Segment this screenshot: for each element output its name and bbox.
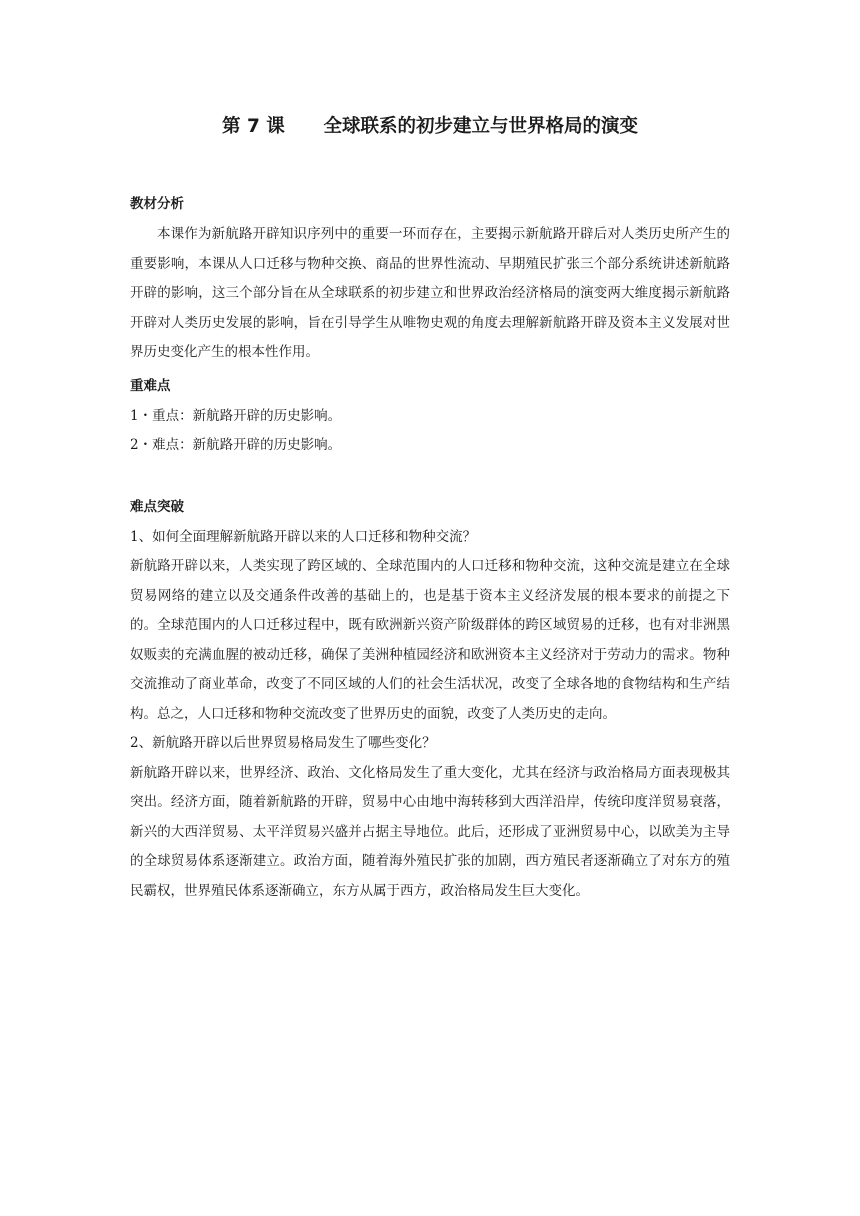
section-heading-textbook-analysis: 教材分析	[130, 196, 184, 212]
section-textbook-analysis	[130, 188, 730, 368]
question-1: 1、如何全面理解新航路开辟以来的人口迁移和物种交流？	[130, 528, 477, 545]
answer-2-paragraph: 新航路开辟以来，世界经济、政治、文化格局发生了重大变化，尤其在经济与政治格局方面表现极其突出。经济方面，随着新航路的开辟，贸易中心由地中海转移到大西洋沿岸，传统印度洋贸易衰落，新兴的大西洋贸易、太平洋贸易兴盛并占据主导地位。此后，还形成了亚洲贸易中心，以欧美为主导的全球贸易体系逐渐建立。政治方面，随着海外殖民扩张的加剧，西方殖民者逐渐确立了对东方的殖民霸权，世界殖民体系逐渐确立，东方从属于西方，政治格局发生巨大变化。	[130, 764, 730, 899]
textbook-analysis-paragraph: 本课作为新航路开辟知识序列中的重要一环而存在，主要揭示新航路开辟后对人类历史所产生的重要影响，本课从人口迁移与物种交换、商品的世界性流动、早期殖民扩张三个部分系统讲述新航路开辟的影响，这三个部分旨在从全球联系的初步建立和世界政治经济格局的演变两大维度揭示新航路开辟对人类历史发展的影响，旨在引导学生从唯物史观的角度去理解新航路开辟及资本主义发展对世界历史变化产生的根本性作用。	[130, 226, 730, 360]
question-2: 2、新航路开辟以后世界贸易格局发生了哪些变化？	[130, 735, 436, 751]
section-heading-key-points: 重难点	[130, 377, 171, 394]
answer-1-paragraph: 新航路开辟以来，人类实现了跨区域的、全球范围内的人口迁移和物种交流，这种交流是建立在全球贸易网络的建立以及交通条件改善的基础上的，也是基于资本主义经济发展的根本要求的前提之下的。全球范围内的人口迁移过程中，既有欧洲新兴资产阶级群体的跨区域贸易的迁移，也有对非洲黑奴贩卖的充满血腥的被动迁移，确保了美洲种植园经济和欧洲资本主义经济对于劳动力的需求。物种交流推动了商业革命，改变了不同区域的人们的社会生活状况，改变了全球各地的食物结构和生产结构。总之，人口迁移和物种交流改变了世界历史的面貌，改变了人类历史的走向。	[130, 558, 730, 722]
section-heading-breakthrough: 难点突破	[130, 498, 184, 515]
key-point-item: 1・重点：新航路开辟的历史影响。	[130, 407, 342, 424]
section-breakthrough	[130, 491, 730, 907]
document-page	[130, 112, 730, 906]
lesson-title: 第 7 课 全球联系的初步建立与世界格局的演变	[222, 116, 638, 137]
section-spacer	[130, 461, 730, 489]
section-key-points	[130, 370, 730, 461]
difficult-point-item: 2・难点：新航路开辟的历史影响。	[130, 437, 342, 453]
